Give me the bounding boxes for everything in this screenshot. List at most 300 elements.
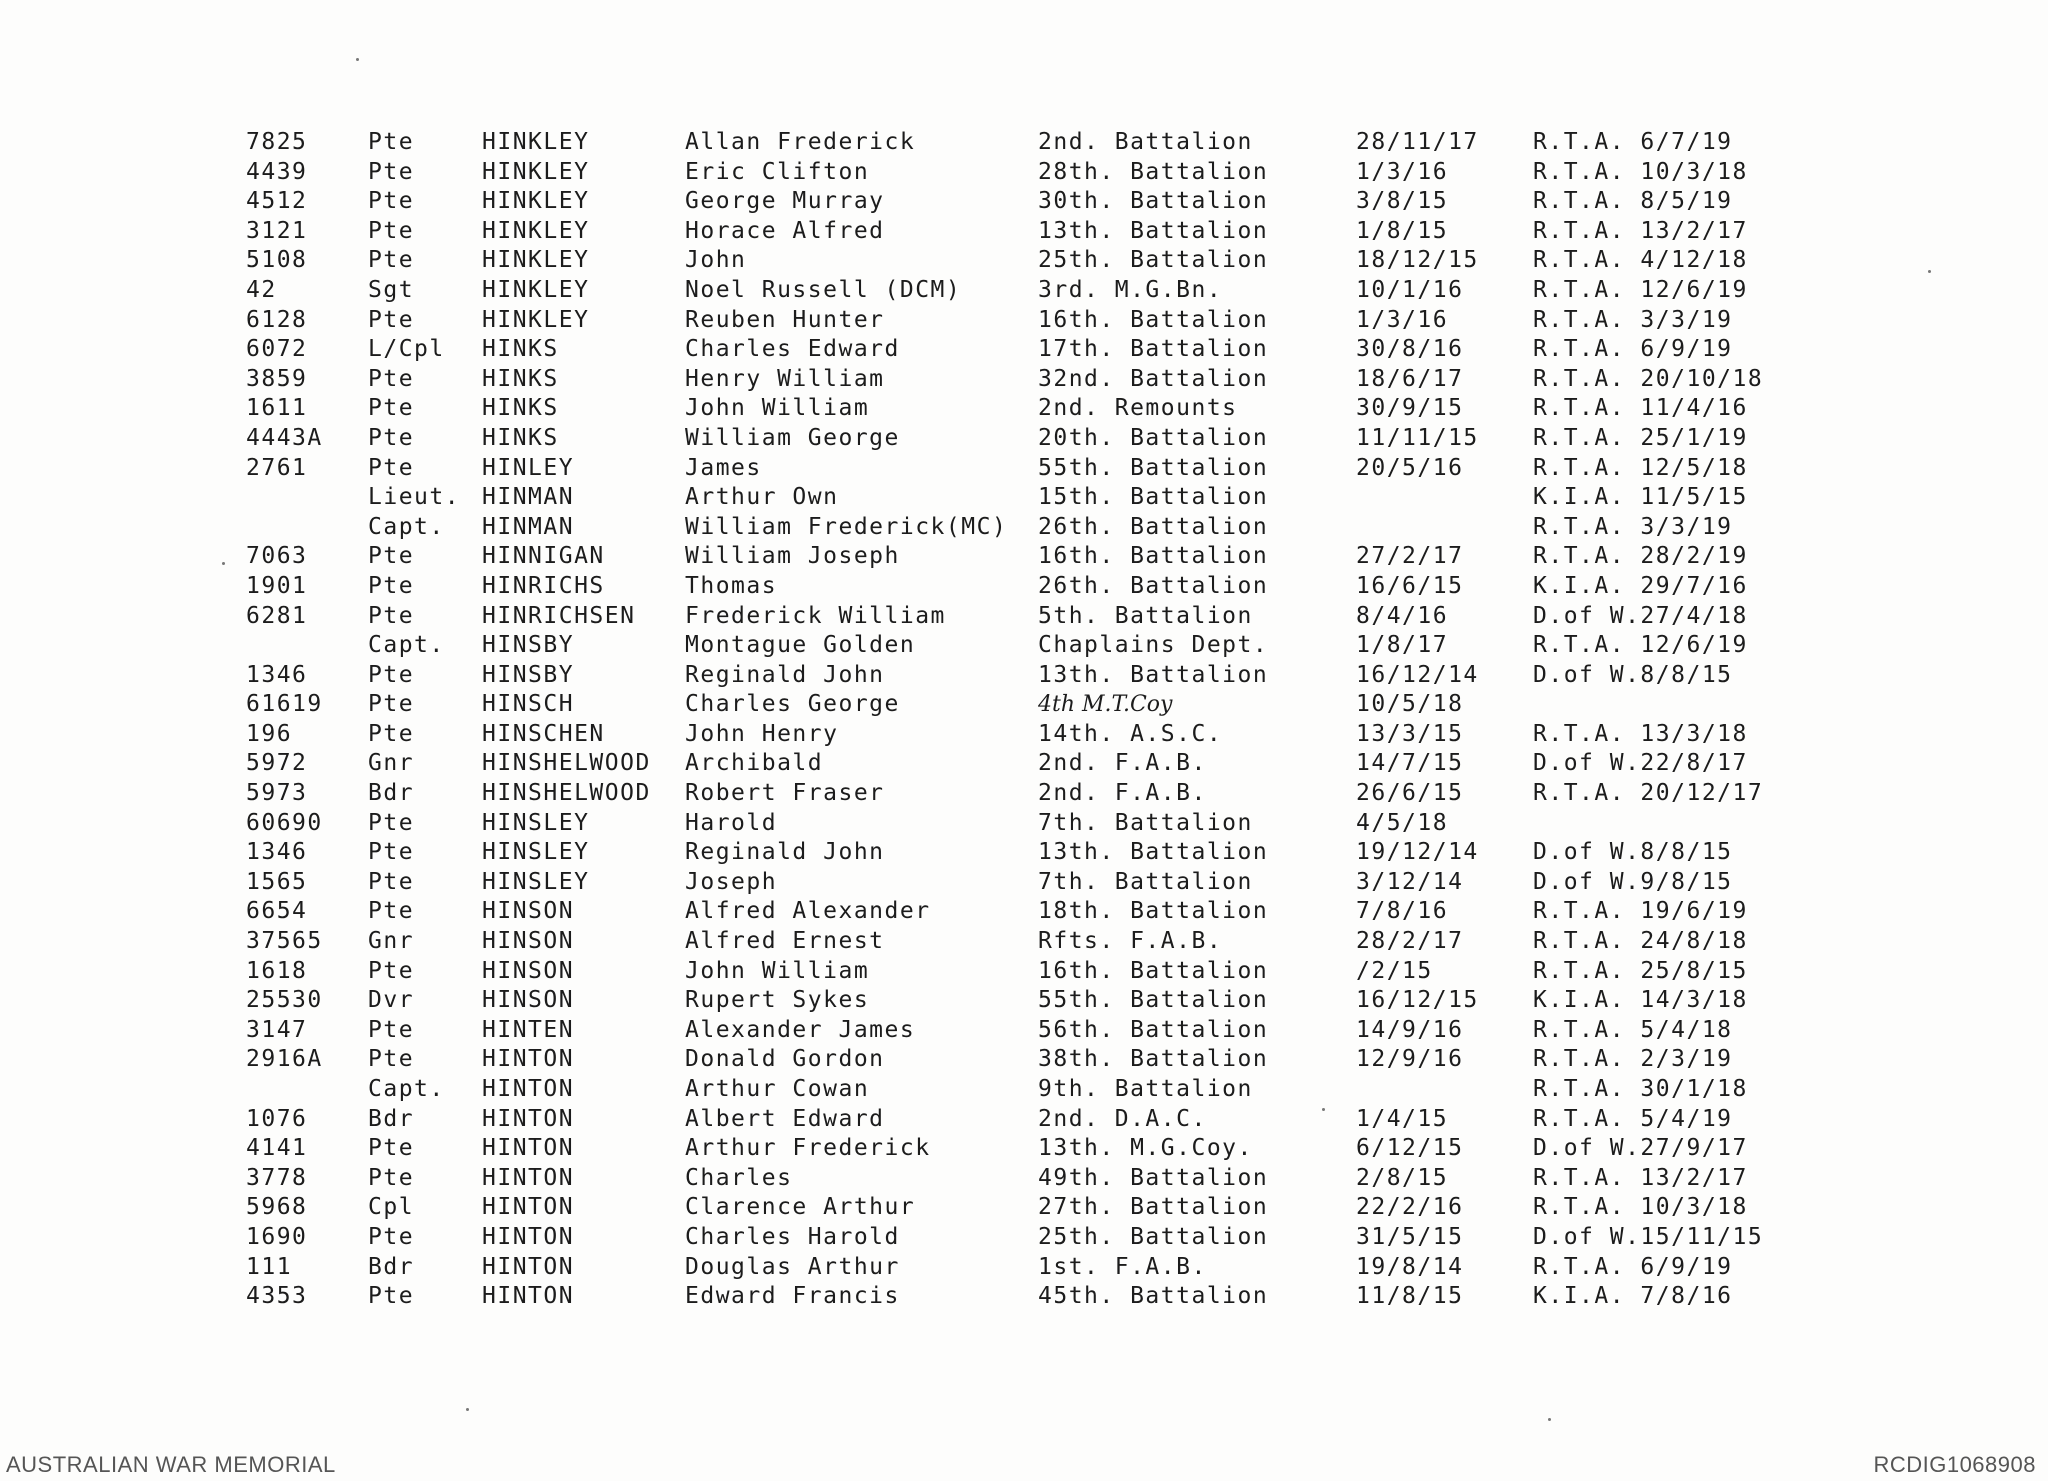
rank: Pte (368, 188, 415, 215)
embarkation-date: 4/5/18 (1356, 809, 1449, 836)
fate: K.I.A. 29/7/16 (1533, 572, 1748, 599)
given-names: Alfred Ernest (685, 928, 885, 955)
roll-entry (240, 1193, 1820, 1223)
fate: R.T.A. 6/7/19 (1533, 129, 1733, 155)
paper-speck (1548, 1418, 1551, 1421)
embarkation-date: 14/7/15 (1356, 750, 1464, 777)
rank: Pte (368, 1046, 415, 1073)
roll-entry (240, 631, 1820, 661)
paper-speck (356, 58, 359, 61)
unit: 38th. Battalion (1038, 1046, 1269, 1073)
rank: Pte (368, 454, 415, 481)
fate: R.T.A. 5/4/19 (1533, 1105, 1733, 1132)
unit: 13th. Battalion (1038, 839, 1269, 866)
service-number: 5972 (246, 750, 308, 777)
unit: 26th. Battalion (1038, 572, 1269, 599)
rank: Pte (368, 661, 415, 688)
service-number: 1618 (246, 957, 308, 984)
fate: R.T.A. 13/2/17 (1533, 217, 1748, 244)
rank: Bdr (368, 780, 415, 807)
service-number: 37565 (246, 928, 323, 955)
embarkation-date: 11/8/15 (1356, 1283, 1464, 1310)
embarkation-date: 1/4/15 (1356, 1105, 1449, 1132)
roll-entry (240, 1016, 1820, 1046)
fate: R.T.A. 13/2/17 (1533, 1164, 1748, 1191)
given-names: Reginald John (685, 839, 885, 866)
embarkation-date: /2/15 (1356, 957, 1433, 984)
given-names: Albert Edward (685, 1105, 885, 1132)
roll-entry (240, 779, 1820, 809)
given-names: Donald Gordon (685, 1046, 885, 1073)
service-number: 1690 (246, 1223, 308, 1250)
given-names: John William (685, 395, 870, 422)
roll-entry (240, 128, 1820, 158)
service-number: 3147 (246, 1016, 308, 1043)
fate: R.T.A. 12/6/19 (1533, 276, 1748, 303)
fate: R.T.A. 4/12/18 (1533, 247, 1748, 274)
given-names: Reuben Hunter (685, 306, 885, 333)
service-number: 60690 (246, 809, 323, 836)
given-names: Allan Frederick (685, 129, 916, 155)
rank: Pte (368, 129, 415, 155)
roll-entry (240, 217, 1820, 247)
given-names: Eric Clifton (685, 158, 870, 185)
given-names: John Henry (685, 720, 839, 747)
fate: R.T.A. 20/10/18 (1533, 365, 1764, 392)
surname: HINSLEY (482, 839, 590, 866)
given-names: Henry William (685, 365, 885, 392)
roll-entry (240, 661, 1820, 691)
embarkation-date: 13/3/15 (1356, 720, 1464, 747)
roll-entry (240, 720, 1820, 750)
rank: Pte (368, 957, 415, 984)
given-names: Alfred Alexander (685, 898, 931, 925)
fate: R.T.A. 28/2/19 (1533, 543, 1748, 570)
service-number: 1611 (246, 395, 308, 422)
fate: R.T.A. 12/6/19 (1533, 632, 1748, 659)
roll-entry (240, 809, 1820, 839)
given-names: Edward Francis (685, 1283, 900, 1310)
rank: Pte (368, 543, 415, 570)
given-names: James (685, 454, 762, 481)
unit: 49th. Battalion (1038, 1164, 1269, 1191)
given-names: Alexander James (685, 1016, 916, 1043)
embarkation-date: 28/2/17 (1356, 928, 1464, 955)
rank: Pte (368, 424, 415, 451)
service-number: 1901 (246, 572, 308, 599)
surname: HINLEY (482, 454, 575, 481)
service-number: 6654 (246, 898, 308, 925)
unit: 56th. Battalion (1038, 1016, 1269, 1043)
unit: 17th. Battalion (1038, 336, 1269, 363)
embarkation-date: 16/6/15 (1356, 572, 1464, 599)
given-names: Frederick William (685, 602, 946, 629)
surname: HINSBY (482, 632, 575, 659)
unit: 25th. Battalion (1038, 247, 1269, 274)
rank: Pte (368, 809, 415, 836)
embarkation-date: 16/12/14 (1356, 661, 1479, 688)
given-names: Thomas (685, 572, 778, 599)
surname: HINMAN (482, 513, 575, 540)
surname: HINSON (482, 987, 575, 1014)
roll-entry (240, 513, 1820, 543)
roll-entry (240, 1253, 1820, 1283)
unit: 2nd. F.A.B. (1038, 780, 1207, 807)
given-names: Arthur Own (685, 484, 839, 511)
roll-entry (240, 868, 1820, 898)
surname: HINKLEY (482, 247, 590, 274)
given-names: Noel Russell (DCM) (685, 276, 962, 303)
unit: 9th. Battalion (1038, 1076, 1253, 1102)
surname: HINTON (482, 1076, 575, 1102)
surname: HINSCHEN (482, 720, 605, 747)
unit: 2nd. F.A.B. (1038, 750, 1207, 777)
fate: R.T.A. 3/3/19 (1533, 513, 1733, 540)
rank: Gnr (368, 750, 415, 777)
surname: HINSLEY (482, 868, 590, 895)
service-number: 61619 (246, 691, 323, 718)
service-number: 1076 (246, 1105, 308, 1132)
roll-entry (240, 602, 1820, 632)
surname: HINKLEY (482, 276, 590, 303)
roll-entry (240, 957, 1820, 987)
unit: 5th. Battalion (1038, 602, 1253, 629)
rank: Pte (368, 365, 415, 392)
given-names: John (685, 247, 747, 274)
rank: Pte (368, 839, 415, 866)
fate: R.T.A. 6/9/19 (1533, 336, 1733, 363)
unit: 2nd. Remounts (1038, 395, 1238, 422)
embarkation-date: 30/9/15 (1356, 395, 1464, 422)
surname: HINKLEY (482, 188, 590, 215)
unit: 55th. Battalion (1038, 454, 1269, 481)
unit: 28th. Battalion (1038, 158, 1269, 185)
given-names: John William (685, 957, 870, 984)
service-number: 42 (246, 276, 277, 303)
surname: HINSON (482, 928, 575, 955)
unit: 16th. Battalion (1038, 306, 1269, 333)
unit: 16th. Battalion (1038, 957, 1269, 984)
surname: HINTON (482, 1046, 575, 1073)
nominal-roll-list (240, 128, 1820, 1312)
embarkation-date: 1/3/16 (1356, 158, 1449, 185)
embarkation-date: 1/3/16 (1356, 306, 1449, 333)
embarkation-date: 18/6/17 (1356, 365, 1464, 392)
rank: Pte (368, 306, 415, 333)
service-number: 4512 (246, 188, 308, 215)
given-names: Reginald John (685, 661, 885, 688)
service-number: 2916A (246, 1046, 323, 1073)
roll-entry (240, 158, 1820, 188)
embarkation-date: 30/8/16 (1356, 336, 1464, 363)
service-number: 3778 (246, 1164, 308, 1191)
unit: 7th. Battalion (1038, 868, 1253, 895)
surname: HINKLEY (482, 158, 590, 185)
service-number: 6281 (246, 602, 308, 629)
fate: R.T.A. 30/1/18 (1533, 1076, 1748, 1102)
roll-entry (240, 897, 1820, 927)
given-names: William George (685, 424, 900, 451)
embarkation-date: 26/6/15 (1356, 780, 1464, 807)
service-number: 2761 (246, 454, 308, 481)
surname: HINSLEY (482, 809, 590, 836)
unit: 18th. Battalion (1038, 898, 1269, 925)
roll-entry (240, 749, 1820, 779)
surname: HINKLEY (482, 217, 590, 244)
rank: Lieut. (368, 484, 461, 511)
surname: HINTON (482, 1283, 575, 1310)
given-names: George Murray (685, 188, 885, 215)
fate: R.T.A. 25/8/15 (1533, 957, 1748, 984)
embarkation-date: 6/12/15 (1356, 1135, 1464, 1162)
roll-entry (240, 542, 1820, 572)
roll-entry (240, 838, 1820, 868)
embarkation-date: 1/8/15 (1356, 217, 1449, 244)
surname: HINTON (482, 1105, 575, 1132)
embarkation-date: 12/9/16 (1356, 1046, 1464, 1073)
unit: 1st. F.A.B. (1038, 1253, 1207, 1280)
rank: Pte (368, 158, 415, 185)
roll-entry (240, 246, 1820, 276)
fate: R.T.A. 8/5/19 (1533, 188, 1733, 215)
rank: Pte (368, 691, 415, 718)
fate: R.T.A. 10/3/18 (1533, 158, 1748, 185)
fate: R.T.A. 20/12/17 (1533, 780, 1764, 807)
surname: HINNIGAN (482, 543, 605, 570)
roll-entry (240, 306, 1820, 336)
fate: K.I.A. 11/5/15 (1533, 484, 1748, 511)
surname: HINSHELWOOD (482, 750, 651, 777)
unit: 32nd. Battalion (1038, 365, 1269, 392)
embarkation-date: 10/5/18 (1356, 691, 1464, 718)
rank: Bdr (368, 1105, 415, 1132)
fate: R.T.A. 5/4/18 (1533, 1016, 1733, 1043)
embarkation-date: 28/11/17 (1356, 129, 1479, 155)
embarkation-date: 8/4/16 (1356, 602, 1449, 629)
rank: Pte (368, 898, 415, 925)
rank: Pte (368, 720, 415, 747)
unit: 20th. Battalion (1038, 424, 1269, 451)
image-id: RCDIG1068908 (1873, 1452, 2036, 1477)
unit: 7th. Battalion (1038, 809, 1253, 836)
given-names: William Frederick(MC) (685, 513, 1008, 540)
unit: Rfts. F.A.B. (1038, 928, 1223, 955)
unit: 4th M.T.Coy (1038, 692, 1173, 718)
service-number: 4141 (246, 1135, 308, 1162)
fate: D.of W.27/9/17 (1533, 1135, 1748, 1162)
roll-entry (240, 483, 1820, 513)
paper-speck (1928, 270, 1931, 273)
unit: 26th. Battalion (1038, 513, 1269, 540)
surname: HINKLEY (482, 129, 590, 155)
unit: 45th. Battalion (1038, 1283, 1269, 1310)
unit: 14th. A.S.C. (1038, 720, 1223, 747)
rank: Pte (368, 1016, 415, 1043)
roll-entry (240, 394, 1820, 424)
roll-entry (240, 276, 1820, 306)
rank: Capt. (368, 1076, 445, 1102)
given-names: Douglas Arthur (685, 1253, 900, 1280)
rank: Pte (368, 1135, 415, 1162)
embarkation-date: 16/12/15 (1356, 987, 1479, 1014)
unit: 16th. Battalion (1038, 543, 1269, 570)
rank: Capt. (368, 513, 445, 540)
given-names: Charles Edward (685, 336, 900, 363)
service-number: 196 (246, 720, 293, 747)
rank: Pte (368, 572, 415, 599)
fate: R.T.A. 24/8/18 (1533, 928, 1748, 955)
unit: 2nd. D.A.C. (1038, 1105, 1207, 1132)
surname: HINTON (482, 1135, 575, 1162)
roll-entry (240, 454, 1820, 484)
fate: R.T.A. 3/3/19 (1533, 306, 1733, 333)
embarkation-date: 7/8/16 (1356, 898, 1449, 925)
archive-credit: AUSTRALIAN WAR MEMORIAL (6, 1452, 336, 1477)
given-names: William Joseph (685, 543, 900, 570)
embarkation-date: 27/2/17 (1356, 543, 1464, 570)
fate: D.of W.9/8/15 (1533, 868, 1733, 895)
fate: R.T.A. 10/3/18 (1533, 1194, 1748, 1221)
embarkation-date: 19/8/14 (1356, 1253, 1464, 1280)
service-number: 1346 (246, 839, 308, 866)
rank: Pte (368, 247, 415, 274)
given-names: Clarence Arthur (685, 1194, 916, 1221)
embarkation-date: 2/8/15 (1356, 1164, 1449, 1191)
roll-entry (240, 1075, 1820, 1105)
given-names: Joseph (685, 868, 778, 895)
surname: HINSCH (482, 691, 575, 718)
embarkation-date: 11/11/15 (1356, 424, 1479, 451)
fate: D.of W.8/8/15 (1533, 661, 1733, 688)
rank: Cpl (368, 1194, 415, 1221)
service-number: 5968 (246, 1194, 308, 1221)
embarkation-date: 31/5/15 (1356, 1223, 1464, 1250)
unit: 2nd. Battalion (1038, 129, 1253, 155)
surname: HINTEN (482, 1016, 575, 1043)
given-names: Arthur Cowan (685, 1076, 870, 1102)
embarkation-date: 3/12/14 (1356, 868, 1464, 895)
surname: HINKLEY (482, 306, 590, 333)
given-names: Montague Golden (685, 632, 916, 659)
embarkation-date: 19/12/14 (1356, 839, 1479, 866)
unit: 13th. Battalion (1038, 661, 1269, 688)
service-number: 111 (246, 1253, 293, 1280)
fate: D.of W.27/4/18 (1533, 602, 1748, 629)
roll-entry (240, 927, 1820, 957)
fate: R.T.A. 13/3/18 (1533, 720, 1748, 747)
rank: Pte (368, 1164, 415, 1191)
rank: Pte (368, 217, 415, 244)
embarkation-date: 14/9/16 (1356, 1016, 1464, 1043)
given-names: Charles Harold (685, 1223, 900, 1250)
surname: HINTON (482, 1253, 575, 1280)
service-number: 4353 (246, 1283, 308, 1310)
fate: R.T.A. 2/3/19 (1533, 1046, 1733, 1073)
surname: HINKS (482, 424, 559, 451)
rank: Capt. (368, 632, 445, 659)
roll-entry (240, 424, 1820, 454)
fate: D.of W.8/8/15 (1533, 839, 1733, 866)
given-names: Horace Alfred (685, 217, 885, 244)
rank: Pte (368, 602, 415, 629)
given-names: Archibald (685, 750, 824, 777)
service-number: 4443A (246, 424, 323, 451)
unit: 27th. Battalion (1038, 1194, 1269, 1221)
paper-speck (1322, 1108, 1325, 1111)
fate: K.I.A. 7/8/16 (1533, 1283, 1733, 1310)
surname: HINKS (482, 336, 559, 363)
roll-entry (240, 1164, 1820, 1194)
embarkation-date: 3/8/15 (1356, 188, 1449, 215)
service-number: 6072 (246, 336, 308, 363)
roll-entry (240, 690, 1820, 720)
roll-entry (240, 986, 1820, 1016)
rank: L/Cpl (368, 336, 445, 363)
fate: R.T.A. 6/9/19 (1533, 1253, 1733, 1280)
surname: HINRICHS (482, 572, 605, 599)
service-number: 3859 (246, 365, 308, 392)
fate: D.of W.22/8/17 (1533, 750, 1748, 777)
service-number: 7063 (246, 543, 308, 570)
rank: Bdr (368, 1253, 415, 1280)
roll-entry (240, 187, 1820, 217)
surname: HINSON (482, 898, 575, 925)
roll-entry (240, 1105, 1820, 1135)
given-names: Charles (685, 1164, 793, 1191)
fate: K.I.A. 14/3/18 (1533, 987, 1748, 1014)
unit: 13th. M.G.Coy. (1038, 1135, 1253, 1162)
surname: HINTON (482, 1194, 575, 1221)
service-number: 7825 (246, 129, 308, 155)
roll-entry (240, 1045, 1820, 1075)
rank: Gnr (368, 928, 415, 955)
unit: 25th. Battalion (1038, 1223, 1269, 1250)
roll-entry (240, 1282, 1820, 1312)
unit: 55th. Battalion (1038, 987, 1269, 1014)
surname: HINKS (482, 365, 559, 392)
given-names: Arthur Frederick (685, 1135, 931, 1162)
rank: Pte (368, 1223, 415, 1250)
rank: Pte (368, 868, 415, 895)
rank: Pte (368, 395, 415, 422)
rank: Dvr (368, 987, 415, 1014)
service-number: 6128 (246, 306, 308, 333)
surname: HINTON (482, 1164, 575, 1191)
paper-speck (466, 1408, 469, 1411)
service-number: 4439 (246, 158, 308, 185)
roll-entry (240, 1134, 1820, 1164)
service-number: 1346 (246, 661, 308, 688)
surname: HINSBY (482, 661, 575, 688)
surname: HINSHELWOOD (482, 780, 651, 807)
given-names: Charles George (685, 691, 900, 718)
given-names: Rupert Sykes (685, 987, 870, 1014)
paper-speck (222, 562, 225, 565)
given-names: Robert Fraser (685, 780, 885, 807)
unit: 3rd. M.G.Bn. (1038, 276, 1223, 303)
roll-entry (240, 1223, 1820, 1253)
rank: Pte (368, 1283, 415, 1310)
surname: HINTON (482, 1223, 575, 1250)
embarkation-date: 22/2/16 (1356, 1194, 1464, 1221)
given-names: Harold (685, 809, 778, 836)
embarkation-date: 1/8/17 (1356, 632, 1449, 659)
service-number: 5108 (246, 247, 308, 274)
embarkation-date: 20/5/16 (1356, 454, 1464, 481)
surname: HINSON (482, 957, 575, 984)
service-number: 5973 (246, 780, 308, 807)
roll-entry (240, 572, 1820, 602)
